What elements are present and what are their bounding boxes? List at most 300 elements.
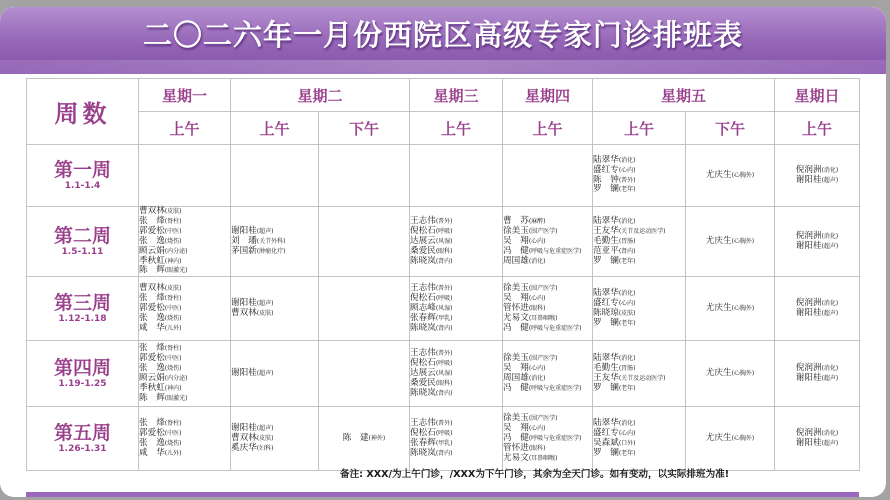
doctor-name: 谢阳桂	[795, 307, 822, 318]
department-label: (消化)	[821, 299, 839, 307]
doctor-name: 王友华	[593, 372, 619, 383]
department-label: (老年)	[618, 384, 636, 392]
department-label: (内分泌)	[164, 247, 188, 255]
department-label: (眼科)	[528, 444, 546, 452]
department-label: (心胸外)	[731, 237, 755, 245]
schedule-cell	[686, 145, 775, 207]
schedule-cell	[593, 407, 686, 471]
doctor-name: 徐美玉	[503, 353, 529, 364]
doctor-name: 张 烽	[139, 418, 165, 429]
week-date-range: 1.1-1.4	[64, 181, 101, 191]
department-label: (甲乳)	[435, 314, 453, 322]
department-label: (消化)	[618, 420, 636, 428]
half-day-header: 上午	[231, 112, 319, 145]
department-label: (儿外)	[164, 324, 182, 332]
half-day-header: 上午	[139, 112, 231, 145]
doctor-entry	[686, 369, 774, 379]
schedule-cell	[593, 341, 686, 407]
doctor-name: 罗 镧	[593, 255, 619, 266]
doctor-name: 张 烽	[139, 292, 165, 303]
doctor-name: 吴森斌	[593, 437, 619, 448]
week-label-cell	[27, 207, 139, 277]
week-row	[27, 145, 860, 207]
schedule-table	[26, 78, 860, 471]
doctor-entry	[593, 449, 685, 459]
page-title: 二〇二六年一月份西院区高级专家门诊排班表	[142, 18, 743, 52]
department-label: (消化)	[528, 257, 546, 265]
doctor-name: 王友华	[593, 225, 619, 236]
schedule-cell	[319, 277, 410, 341]
week-label: 第二周	[53, 225, 111, 248]
doctor-name: 倪松石	[410, 427, 436, 438]
doctor-name: 徐美玉	[503, 225, 529, 236]
doctor-name: 王志伟	[410, 418, 436, 429]
week-row	[27, 341, 860, 407]
doctor-name: 王志伟	[410, 283, 436, 294]
half-day-header: 上午	[593, 112, 686, 145]
schedule-cell	[503, 341, 593, 407]
department-label: (超声)	[821, 242, 839, 250]
department-label: (心内)	[528, 294, 546, 302]
department-label: (围产医学)	[528, 355, 558, 363]
department-label: (胃肠)	[618, 237, 636, 245]
doctor-entry	[686, 171, 774, 181]
doctor-name: 陈 辉	[139, 265, 165, 276]
department-label: (普外)	[435, 285, 453, 293]
department-label: (心内)	[618, 299, 636, 307]
doctor-name: 张 逸	[139, 312, 165, 323]
department-label: (普外)	[618, 176, 636, 184]
doctor-name: 谢阳桂	[795, 174, 822, 185]
week-label-cell	[27, 277, 139, 341]
schedule-cell	[686, 207, 775, 277]
doctor-name: 张 烽	[139, 215, 165, 226]
doctor-name: 冯 健	[503, 432, 529, 443]
doctor-name: 谢阳桂	[231, 367, 257, 378]
department-label: (神内)	[164, 384, 182, 392]
doctor-name: 谢阳桂	[795, 372, 822, 383]
doctor-name: 尤庆生	[705, 169, 732, 180]
department-label: (呼吸与危重症医学)	[528, 384, 582, 392]
department-label: (心胸外)	[731, 171, 755, 179]
half-day-header: 下午	[319, 112, 410, 145]
doctor-name: 达展云	[410, 367, 436, 378]
department-label: (老年)	[618, 186, 636, 194]
week-label-cell	[27, 407, 139, 471]
doctor-entry	[503, 384, 592, 394]
schedule-cell	[410, 277, 503, 341]
doctor-entry	[593, 384, 685, 394]
doctor-name: 尤庆生	[705, 432, 732, 443]
schedule-cell	[410, 207, 503, 277]
week-column-header: 周数	[27, 79, 139, 145]
department-label: (消化)	[618, 355, 636, 363]
schedule-cell	[139, 341, 231, 407]
department-label: (肾内)	[435, 389, 453, 397]
schedule-cell	[231, 407, 319, 471]
department-label: (消化)	[821, 429, 839, 437]
doctor-name: 毛勤生	[593, 235, 619, 246]
department-label: (呼吸)	[435, 359, 453, 367]
doctor-name: 张 逸	[139, 235, 165, 246]
doctor-name: 吴 翔	[503, 362, 529, 373]
department-label: (呼吸与危重症医学)	[528, 324, 582, 332]
doctor-name: 陈晓琼	[593, 307, 619, 318]
department-label: (麻醉)	[528, 217, 546, 225]
schedule-cell	[593, 207, 686, 277]
department-label: (烧伤)	[164, 364, 182, 372]
department-label: (皮肤)	[164, 285, 182, 293]
doctor-entry	[593, 319, 685, 329]
department-label: (烧伤)	[164, 237, 182, 245]
department-label: (风湿)	[435, 369, 453, 377]
department-label: (甲乳)	[435, 439, 453, 447]
doctor-name: 尤易文	[503, 312, 529, 323]
doctor-entry	[231, 369, 318, 379]
department-label: (超声)	[256, 299, 274, 307]
department-label: (口外)	[618, 439, 636, 447]
department-label: (肿瘤化疗)	[256, 247, 286, 255]
week-date-range: 1.19-1.25	[58, 379, 107, 390]
doctor-name: 王志伟	[410, 215, 436, 226]
day-header-friday: 星期五	[593, 79, 775, 112]
doctor-name: 尤易文	[503, 452, 529, 463]
doctor-name: 盛红专	[593, 297, 619, 308]
doctor-entry	[775, 309, 859, 319]
department-label: (皮肤)	[618, 309, 636, 317]
schedule-cell	[139, 277, 231, 341]
department-label: (呼吸)	[435, 227, 453, 235]
week-label: 第五周	[53, 422, 111, 445]
doctor-name: 尤庆生	[705, 302, 732, 313]
doctor-name: 陆翠华	[593, 288, 619, 299]
doctor-name: 谢阳桂	[231, 225, 257, 236]
schedule-cell	[775, 207, 860, 277]
doctor-name: 顾云娟	[139, 372, 165, 383]
department-label: (心内)	[528, 364, 546, 372]
doctor-entry	[686, 434, 774, 444]
department-label: (超声)	[256, 424, 274, 432]
department-label: (围产医学)	[528, 285, 558, 293]
department-label: (风湿)	[435, 237, 453, 245]
doctor-name: 倪松石	[410, 292, 436, 303]
doctor-name: 尤庆生	[705, 235, 732, 246]
department-label: (心胸外)	[731, 369, 755, 377]
department-label: (中医)	[164, 429, 182, 437]
department-label: (耳鼻咽喉)	[528, 314, 558, 322]
doctor-name: 倪润洲	[795, 427, 822, 438]
doctor-name: 曹双林	[231, 307, 257, 318]
week-row	[27, 407, 860, 471]
department-label: (皮肤)	[164, 208, 182, 215]
department-label: (烧伤)	[164, 314, 182, 322]
department-label: (脊柱)	[164, 294, 182, 302]
department-label: (妇科)	[256, 444, 274, 452]
department-label: (关节及运动医学)	[618, 227, 666, 235]
department-label: (眼科)	[528, 304, 546, 312]
doctor-entry	[686, 237, 774, 247]
doctor-name: 吴 翔	[503, 235, 529, 246]
doctor-name: 张春辉	[410, 312, 436, 323]
department-label: (眼科)	[435, 379, 453, 387]
schedule-cell	[410, 145, 503, 207]
half-day-header: 上午	[775, 112, 860, 145]
doctor-name: 谢阳桂	[795, 437, 822, 448]
department-label: (皮肤)	[256, 309, 274, 317]
doctor-name: 尤庆生	[705, 367, 732, 378]
half-day-header: 上午	[410, 112, 503, 145]
doctor-name: 范亚平	[593, 245, 619, 256]
schedule-cell	[775, 407, 860, 471]
department-label: (脊柱)	[164, 420, 182, 428]
department-label: (围产医学)	[528, 227, 558, 235]
week-date-range: 1.12-1.18	[58, 314, 107, 325]
doctor-name: 冯 健	[503, 245, 529, 256]
doctor-name: 郭爱松	[139, 353, 165, 364]
doctor-name: 盛红专	[593, 164, 619, 175]
doctor-name: 张 逸	[139, 437, 165, 448]
doctor-name: 徐美玉	[503, 413, 529, 424]
doctor-entry	[319, 434, 409, 444]
doctor-name: 罗 镧	[593, 317, 619, 328]
doctor-entry	[139, 449, 230, 459]
doctor-name: 吴 翔	[503, 292, 529, 303]
department-label: (消化)	[821, 364, 839, 372]
schedule-cell	[503, 277, 593, 341]
doctor-name: 郭爱松	[139, 302, 165, 313]
schedule-cell	[686, 407, 775, 471]
doctor-name: 王志伟	[410, 348, 436, 359]
department-label: (风湿)	[435, 304, 453, 312]
department-label: (超声)	[821, 176, 839, 184]
doctor-entry	[593, 257, 685, 267]
schedule-cell	[503, 145, 593, 207]
week-label-cell	[27, 145, 139, 207]
department-label: (呼吸)	[435, 294, 453, 302]
doctor-name: 毛勤生	[593, 362, 619, 373]
doctor-name: 咸 华	[139, 447, 165, 458]
department-label: (消化)	[618, 156, 636, 164]
doctor-name: 张 烽	[139, 343, 165, 354]
doctor-name: 曹 苏	[503, 215, 529, 226]
doctor-name: 盛红专	[593, 427, 619, 438]
schedule-cell	[139, 145, 231, 207]
schedule-cell	[410, 407, 503, 471]
doctor-name: 谢阳桂	[795, 240, 822, 251]
day-header-wednesday: 星期三	[410, 79, 503, 112]
doctor-name: 罗 镧	[593, 184, 619, 195]
doctor-name: 陆翠华	[593, 154, 619, 165]
doctor-name: 季秋虹	[139, 382, 165, 393]
department-label: (心内)	[528, 424, 546, 432]
department-label: (肾内)	[618, 247, 636, 255]
doctor-name: 茅国新	[231, 245, 257, 256]
doctor-entry	[410, 257, 502, 267]
doctor-name: 陈晓岚	[410, 322, 436, 333]
doctor-name: 倪松石	[410, 225, 436, 236]
doctor-name: 陈 辉	[139, 392, 165, 403]
doctor-name: 刘 璠	[231, 235, 257, 246]
department-label: (呼吸与危重症医学)	[528, 434, 582, 442]
department-label: (肾内)	[435, 449, 453, 457]
week-label: 第四周	[53, 357, 111, 380]
doctor-entry	[686, 304, 774, 314]
day-header-thursday: 星期四	[503, 79, 593, 112]
schedule-cell	[593, 277, 686, 341]
doctor-name: 倪润洲	[795, 362, 822, 373]
doctor-entry	[410, 449, 502, 459]
doctor-name: 谢阳桂	[231, 297, 257, 308]
doctor-entry	[410, 324, 502, 334]
department-label: (消化)	[618, 217, 636, 225]
doctor-entry	[139, 266, 230, 276]
schedule-cell	[139, 207, 231, 277]
doctor-entry	[775, 242, 859, 252]
doctor-name: 陈 建	[342, 432, 369, 443]
week-label-cell	[27, 341, 139, 407]
schedule-cell	[503, 207, 593, 277]
half-day-header: 上午	[503, 112, 593, 145]
doctor-entry	[231, 444, 318, 454]
doctor-entry	[410, 389, 502, 399]
doctor-name: 曹双林	[139, 283, 165, 294]
department-label: (心胸外)	[731, 304, 755, 312]
doctor-name: 倪润洲	[795, 297, 822, 308]
schedule-cell	[319, 407, 410, 471]
department-label: (儿外)	[164, 449, 182, 457]
department-label: (关节外科)	[256, 237, 286, 245]
doctor-name: 吴 翔	[503, 422, 529, 433]
week-row	[27, 277, 860, 341]
department-label: (超声)	[821, 309, 839, 317]
week-label: 第一周	[53, 159, 111, 181]
department-label: (超声)	[256, 369, 274, 377]
department-label: (中医)	[164, 304, 182, 312]
schedule-cell	[319, 341, 410, 407]
doctor-name: 曹双林	[139, 206, 165, 216]
week-date-range: 1.26-1.31	[58, 444, 107, 455]
doctor-name: 陈晓岚	[410, 387, 436, 398]
department-label: (消化)	[821, 232, 839, 240]
doctor-entry	[775, 176, 859, 186]
department-label: (老年)	[618, 449, 636, 457]
title-banner	[0, 7, 886, 74]
doctor-entry	[503, 257, 592, 267]
doctor-name: 咸 华	[139, 322, 165, 333]
department-label: (烧伤)	[164, 439, 182, 447]
doctor-name: 陈晓岚	[410, 255, 436, 266]
department-label: (呼吸)	[435, 429, 453, 437]
half-day-header: 下午	[686, 112, 775, 145]
department-label: (消化)	[618, 290, 636, 298]
doctor-name: 郭爱松	[139, 427, 165, 438]
doctor-name: 冯 健	[503, 382, 529, 393]
doctor-entry	[503, 324, 592, 334]
week-date-range: 1.5-1.11	[61, 247, 104, 258]
doctor-entry	[775, 374, 859, 384]
department-label: (心内)	[618, 429, 636, 437]
schedule-cell	[410, 341, 503, 407]
department-label: (肾内)	[435, 324, 453, 332]
doctor-name: 桑爱民	[410, 245, 436, 256]
doctor-name: 曹双林	[231, 432, 257, 443]
department-label: (消化)	[821, 166, 839, 174]
doctor-name: 郭爱松	[139, 225, 165, 236]
schedule-cell	[231, 341, 319, 407]
schedule-cell	[319, 145, 410, 207]
doctor-name: 张春辉	[410, 437, 436, 448]
schedule-cell	[775, 341, 860, 407]
doctor-name: 周国雄	[503, 372, 529, 383]
doctor-name: 季秋虹	[139, 255, 165, 266]
department-label: (心内)	[618, 166, 636, 174]
doctor-name: 倪润洲	[795, 230, 822, 241]
department-label: (中医)	[164, 227, 182, 235]
department-label: (肾内)	[435, 257, 453, 265]
doctor-entry	[775, 439, 859, 449]
doctor-name: 陆翠华	[593, 215, 619, 226]
doctor-name: 桑爱民	[410, 377, 436, 388]
department-label: (眼激光)	[164, 267, 188, 275]
department-label: (老年)	[618, 257, 636, 265]
schedule-cell	[593, 145, 686, 207]
doctor-name: 陆翠华	[593, 418, 619, 429]
doctor-name: 倪润洲	[795, 164, 822, 175]
doctor-name: 张 逸	[139, 362, 165, 373]
schedule-cell	[686, 341, 775, 407]
doctor-name: 罗 镧	[593, 382, 619, 393]
week-row	[27, 207, 860, 277]
schedule-cell	[139, 407, 231, 471]
day-header-sunday: 星期日	[775, 79, 860, 112]
department-label: (皮肤)	[256, 434, 274, 442]
schedule-cell	[231, 277, 319, 341]
doctor-entry	[231, 247, 318, 257]
doctor-entry	[503, 454, 592, 464]
doctor-name: 陈晓岚	[410, 447, 436, 458]
doctor-entry	[593, 185, 685, 195]
department-label: (超声)	[256, 227, 274, 235]
schedule-cell	[503, 407, 593, 471]
schedule-cell	[686, 277, 775, 341]
department-label: (神外)	[368, 434, 386, 442]
department-label: (脊柱)	[164, 217, 182, 225]
doctor-name: 顾志峰	[410, 302, 436, 313]
day-header-tuesday: 星期二	[231, 79, 410, 112]
department-label: (内分泌)	[164, 374, 188, 382]
doctor-entry	[139, 324, 230, 334]
schedule-cell	[775, 277, 860, 341]
department-label: (老年)	[618, 319, 636, 327]
doctor-name: 管怀进	[503, 302, 529, 313]
department-label: (超声)	[821, 374, 839, 382]
doctor-entry	[231, 309, 318, 319]
doctor-name: 陆翠华	[593, 353, 619, 364]
doctor-name: 管怀进	[503, 442, 529, 453]
department-label: (超声)	[821, 439, 839, 447]
schedule-cell	[775, 145, 860, 207]
department-label: (心胸外)	[731, 434, 755, 442]
doctor-name: 顾云娟	[139, 245, 165, 256]
department-label: (眼科)	[435, 247, 453, 255]
doctor-name: 冯 健	[503, 322, 529, 333]
department-label: (普外)	[435, 350, 453, 358]
department-label: (围产医学)	[528, 415, 558, 423]
doctor-name: 罗 镧	[593, 447, 619, 458]
department-label: (普外)	[435, 217, 453, 225]
bottom-band	[26, 492, 859, 497]
department-label: (关节及运动医学)	[618, 374, 666, 382]
